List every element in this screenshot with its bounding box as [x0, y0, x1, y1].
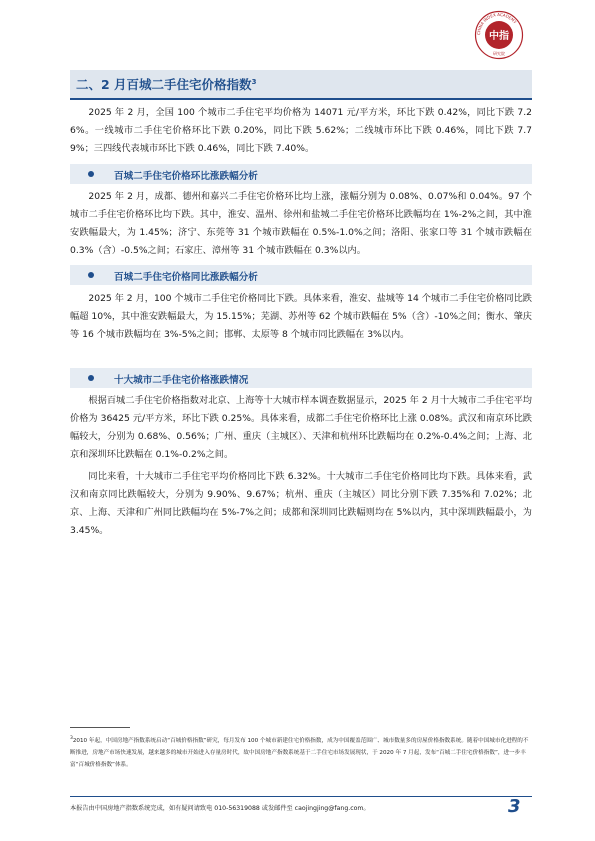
bullet-icon: [88, 272, 94, 278]
top10-mom-paragraph: 根据百城二手住宅价格指数对北京、上海等十大城市样本调查数据显示，2025 年 2 月十大城市二手住宅平均价格为 36425 元/平方米，环比下跌 0.25%。具体来看，成都二手住宅价格环比上涨 0.08%。武汉和南京环比跌幅较大，分别为 0.68%、0.56%；广州、重庆（主城区）、天津和杭州环比跌幅均在 0.2%-0.4%之间；上海、北京和深圳环比跌幅在 0.1%-0.2%之间。: [70, 395, 532, 460]
footnote-text: 2010 年起，中国房地产指数系统启动“百城价格指数”研究，每月发布 100 个城市新建住宅价格指数，成为中国覆盖范围广、城市数量多的房屋价格指数系统。随着中国城市化进程的不断推进，房地产市场快速发展，越来越多的城市开始进入存量房时代，故中国房地产指数系统基于二手住宅市场发展现状，于 2020 年 7 月起，发布“百城二手住宅价格指数”，进一步丰富“百城价格指数”体系。: [70, 737, 529, 768]
subsection-heading: 百城二手住宅价格环比涨跌幅分析: [114, 171, 258, 182]
bullet-icon: [88, 171, 94, 177]
logo-inner-text: 中指: [489, 31, 509, 42]
china-index-academy-logo: [474, 10, 524, 60]
intro-paragraph: 2025 年 2 月，全国 100 个城市二手住宅平均价格为 14071 元/平方米，环比下跌 0.42%，同比下跌 7.26%。一线城市二手住宅价格环比下跌 0.20%，同比下跌 5.62%；二线城市环比下跌 0.46%，同比下跌 7.79%；三四线代表城市环比下跌 0.46%，同比下跌 7.40%。: [70, 107, 532, 154]
footnote: [70, 733, 532, 771]
mom-paragraph: 2025 年 2 月，成都、德州和嘉兴二手住宅价格环比均上涨，涨幅分别为 0.08%、0.07%和 0.04%。97 个城市二手住宅价格环比均下跌。其中，淮安、温州、徐州和盐城二手住宅价格环比跌幅均在 1%-2%之间，其中淮安跌幅最大，为 1.45%；济宁、东莞等 31 个城市跌幅在 0.5%-1.0%之间；洛阳、张家口等 31 个城市跌幅在 0.3%（含）-0.5%之间；石家庄、漳州等 31 个城市跌幅在 0.3%以内。: [70, 191, 532, 256]
subsection-header-top10: [70, 368, 532, 388]
page-number: 3: [508, 796, 521, 817]
top10-yoy-paragraph: 同比来看，十大城市二手住宅平均价格同比下跌 6.32%。十大城市二手住宅价格同比均下跌。具体来看，武汉和南京同比跌幅较大，分别为 9.90%、9.67%；杭州、重庆（主城区）同比分别下跌 7.35%和 7.02%；北京、上海、天津和广州同比跌幅均在 5%-7%之间；成都和深圳同比跌幅则均在 5%以内，其中深圳跌幅最小，为 3.45%。: [70, 471, 532, 536]
footer-contact-text: 本报告由中国房地产指数系统完成，如有疑问请致电 010-56319088 或发邮件至 caojingjing@fang.com。: [70, 805, 370, 812]
footer-divider: [70, 796, 532, 797]
bullet-icon: [88, 375, 94, 381]
subsection-heading: 十大城市二手住宅价格涨跌情况: [114, 375, 249, 386]
subsection-header-mom: [70, 164, 532, 184]
logo-bottom-text: 研究院: [493, 51, 505, 56]
logo-ring-text: CHINA INDEX ACADEMY: [475, 11, 518, 36]
section-title: 二、2 月百城二手住宅价格指数$^3$: [76, 77, 257, 92]
footnote-divider: [70, 727, 130, 728]
yoy-paragraph: 2025 年 2 月，100 个城市二手住宅价格同比下跌。具体来看，淮安、盐城等 14 个城市二手住宅价格同比跌幅超 10%，其中淮安跌幅最大，为 15.15%；芜湖、苏州等 62 个城市跌幅在 5%（含）-10%之间；衡水、肇庆等 16 个城市跌幅均在 3%-5%之间；邯郸、太原等 8 个城市同比跌幅在 3%以内。: [70, 293, 532, 340]
subsection-header-yoy: [70, 265, 532, 285]
footnote-ref[interactable]: 3: [251, 77, 257, 86]
footnote-marker: 3: [70, 736, 73, 741]
subsection-heading: 百城二手住宅价格同比涨跌幅分析: [114, 272, 258, 283]
section-title-bar: [70, 70, 532, 100]
